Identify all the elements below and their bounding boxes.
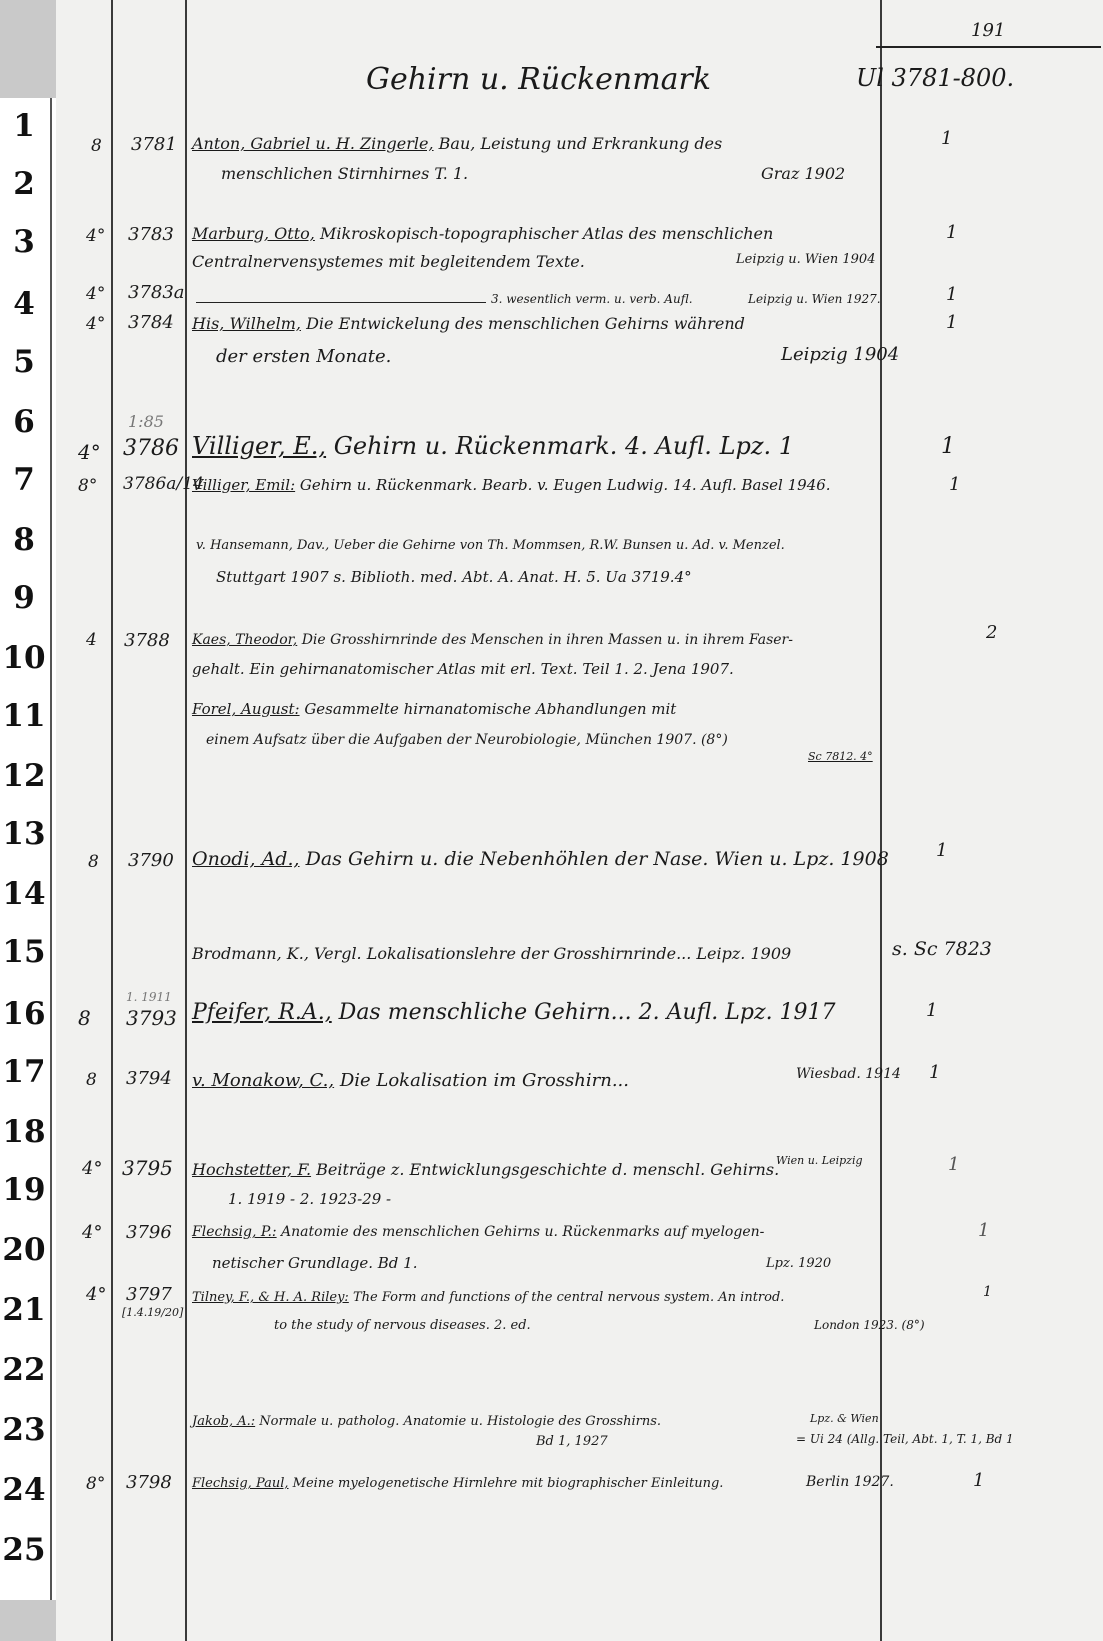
entry-author: Jakob, A.: bbox=[192, 1414, 256, 1429]
entry-place: London 1923. (8°) bbox=[814, 1318, 925, 1332]
entry-text: 3. wesentlich verm. u. verb. Aufl. bbox=[491, 292, 693, 306]
line-number: 2 bbox=[13, 166, 35, 202]
entry-line bbox=[192, 224, 773, 243]
line-number: 13 bbox=[2, 816, 46, 852]
entry-line bbox=[192, 1290, 784, 1305]
entry-count: 1 bbox=[929, 1062, 941, 1083]
entry-format: 4° bbox=[78, 440, 101, 464]
entry-text: Gehirn u. Rückenmark. Bearb. v. Eugen Ludwig. 14. Aufl. Basel 1946. bbox=[295, 476, 831, 494]
entry-number: 3790 bbox=[128, 850, 174, 871]
entry-number: 3783 bbox=[128, 224, 174, 245]
entry-line2: der ersten Monate. bbox=[216, 346, 392, 367]
entry-line2: gehalt. Ein gehirnanatomischer Atlas mit erl. Text. Teil 1. 2. Jena 1907. bbox=[192, 660, 734, 678]
entry-author: Villiger, Emil: bbox=[192, 476, 296, 494]
entry-text: Beiträge z. Entwicklungsgeschichte d. menschl. Gehirns. bbox=[311, 1160, 780, 1179]
entry-text: Die Entwickelung des menschlichen Gehirns während bbox=[301, 314, 745, 333]
entry-text: Die Grosshirnrinde des Menschen in ihren Massen u. in ihrem Faser- bbox=[297, 632, 793, 648]
entry-number: 3793 bbox=[126, 1006, 177, 1030]
entry-place: Lpz. 1920 bbox=[766, 1256, 832, 1271]
column-rule-number bbox=[185, 0, 187, 1641]
entry-line2: to the study of nervous diseases. 2. ed. bbox=[274, 1318, 531, 1333]
entry-number: 3783a bbox=[128, 282, 185, 303]
entry-count: 1 bbox=[926, 1000, 938, 1021]
ledger-page bbox=[56, 0, 1103, 1641]
entry-place: Graz 1902 bbox=[761, 164, 846, 183]
entry-line bbox=[192, 432, 794, 460]
entry-line bbox=[192, 134, 722, 153]
entry-text: Anatomie des menschlichen Gehirns u. Rückenmarks auf myelogen- bbox=[276, 1224, 765, 1240]
entry-line bbox=[192, 1070, 629, 1091]
entry-line bbox=[196, 538, 785, 553]
line-number: 19 bbox=[2, 1172, 46, 1208]
entry-line2: netischer Grundlage. Bd 1. bbox=[212, 1254, 418, 1272]
entry-line bbox=[192, 944, 791, 963]
line-number: 3 bbox=[13, 224, 35, 260]
entry-number: 3788 bbox=[124, 630, 170, 651]
entry-count: 1 bbox=[946, 284, 958, 305]
entry-count: 1 bbox=[948, 1154, 960, 1175]
entry-count: 1 bbox=[936, 840, 948, 861]
entry-place: Leipzig 1904 bbox=[781, 344, 900, 365]
entry-format: 4° bbox=[86, 314, 106, 334]
gutter-bottom-block bbox=[0, 1600, 56, 1641]
entry-line bbox=[192, 1224, 764, 1240]
entry-count: 1 bbox=[973, 1470, 985, 1491]
entry-number: 3796 bbox=[126, 1222, 172, 1243]
entry-count: 1 bbox=[949, 474, 961, 495]
line-number: 20 bbox=[2, 1232, 46, 1268]
entry-text: Meine myelogenetische Hirnlehre mit biographischer Einleitung. bbox=[288, 1476, 724, 1491]
entry-text: Das menschliche Gehirn... 2. Aufl. Lpz. 1917 bbox=[331, 1000, 836, 1025]
entry-line bbox=[192, 1414, 661, 1429]
ditto-rule bbox=[196, 302, 486, 303]
column-rule-count bbox=[880, 0, 882, 1641]
entry-place: Lpz. & Wien bbox=[810, 1412, 879, 1425]
line-number: 18 bbox=[2, 1114, 46, 1150]
entry-number: 3798 bbox=[126, 1472, 172, 1493]
line-number: 16 bbox=[2, 996, 46, 1032]
gutter-top-block bbox=[0, 0, 56, 98]
entry-format: 8° bbox=[78, 476, 98, 496]
entry-number: 3795 bbox=[122, 1156, 173, 1180]
entry-number: 3786a/14 bbox=[123, 474, 204, 494]
line-number: 11 bbox=[2, 698, 46, 734]
gutter-ruler-line bbox=[50, 98, 52, 1600]
entry-text: Vergl. Lokalisationslehre der Grosshirnrinde... Leipz. 1909 bbox=[308, 944, 792, 963]
entry-text: Ueber die Gehirne von Th. Mommsen, R.W. Bunsen u. Ad. v. Menzel. bbox=[329, 538, 785, 553]
entry-line bbox=[192, 314, 745, 333]
entry-line bbox=[192, 476, 831, 494]
entry-shelfmark: s. Sc 7823 bbox=[892, 938, 992, 960]
entry-line2: Centralnervensystemes mit begleitendem Texte. bbox=[192, 252, 585, 271]
entry-text: Das Gehirn u. die Nebenhöhlen der Nase. Wien u. Lpz. 1908 bbox=[299, 848, 889, 870]
entry-format: 8 bbox=[88, 852, 99, 872]
line-number: 6 bbox=[13, 404, 35, 440]
entry-place: Berlin 1927. bbox=[806, 1474, 894, 1490]
entry-author: Flechsig, P.: bbox=[192, 1224, 277, 1240]
line-number: 7 bbox=[13, 462, 35, 498]
entry-author: v. Monakow, C., bbox=[192, 1070, 335, 1091]
entry-format: 4° bbox=[86, 226, 106, 246]
entry-place: Wiesbad. 1914 bbox=[796, 1066, 901, 1082]
line-number: 10 bbox=[2, 640, 46, 676]
entry-format: 8 bbox=[78, 1006, 91, 1030]
entry-author: Hochstetter, F. bbox=[192, 1160, 312, 1179]
column-rule-format bbox=[111, 0, 113, 1641]
entry-format: 4° bbox=[86, 1284, 107, 1305]
entry-line bbox=[192, 1476, 723, 1491]
entry-line2: einem Aufsatz über die Aufgaben der Neurobiologie, München 1907. (8°) bbox=[206, 732, 728, 748]
entry-author: Marburg, Otto, bbox=[192, 224, 315, 243]
shelf-range: Ul 3781-800. bbox=[856, 64, 1015, 92]
entry-number: 3786 bbox=[123, 436, 179, 461]
entry-author: Villiger, E., bbox=[192, 432, 327, 460]
entry-shelfmark: = Ui 24 (Allg. Teil, Abt. 1, T. 1, Bd 1 bbox=[796, 1432, 1014, 1446]
entry-text: Gesammelte hirnanatomische Abhandlungen mit bbox=[299, 700, 677, 718]
entry-text: Gehirn u. Rückenmark. 4. Aufl. Lpz. 1 bbox=[326, 432, 795, 460]
line-number: 9 bbox=[13, 580, 35, 616]
entry-author: Pfeifer, R.A., bbox=[192, 1000, 332, 1025]
entry-text: Normale u. patholog. Anatomie u. Histologie des Grosshirns. bbox=[255, 1414, 661, 1429]
entry-place: Leipzig u. Wien 1904 bbox=[736, 252, 876, 267]
entry-number: 3781 bbox=[131, 134, 177, 155]
entry-author: Flechsig, Paul, bbox=[192, 1476, 289, 1491]
entry-author: Anton, Gabriel u. H. Zingerle, bbox=[192, 134, 434, 153]
entry-count: 1 bbox=[946, 312, 958, 333]
entry-line2: Bd 1, 1927 bbox=[536, 1434, 608, 1449]
line-number: 15 bbox=[2, 934, 46, 970]
entry-text: The Form and functions of the central nervous system. An introd. bbox=[348, 1290, 785, 1305]
entry-text: Mikroskopisch-topographischer Atlas des menschlichen bbox=[314, 224, 774, 243]
header-rule bbox=[876, 46, 1101, 48]
line-number: 21 bbox=[2, 1292, 46, 1328]
entry-number: 3784 bbox=[128, 312, 174, 333]
line-number: 24 bbox=[2, 1472, 46, 1508]
entry-note: 1. 1911 bbox=[126, 990, 172, 1004]
entry-line2: 1. 1919 - 2. 1923-29 - bbox=[228, 1190, 392, 1208]
entry-author: His, Wilhelm, bbox=[192, 314, 301, 333]
line-number: 22 bbox=[2, 1352, 46, 1388]
entry-count: 1 bbox=[941, 128, 953, 149]
entry-number: 3794 bbox=[126, 1068, 172, 1089]
line-number: 5 bbox=[13, 344, 35, 380]
line-number: 14 bbox=[2, 876, 46, 912]
entry-author: v. Hansemann, Dav., bbox=[196, 538, 330, 553]
entry-format: 8 bbox=[86, 1070, 97, 1090]
entry-author: Tilney, F., & H. A. Riley: bbox=[192, 1290, 349, 1305]
entry-line2: menschlichen Stirnhirnes T. 1. bbox=[221, 164, 469, 183]
entry-count: 2 bbox=[986, 622, 998, 643]
entry-line bbox=[192, 700, 676, 718]
entry-format: 4° bbox=[82, 1222, 103, 1243]
entry-shelfmark: Sc 7812. 4° bbox=[808, 750, 873, 763]
line-number: 17 bbox=[2, 1054, 46, 1090]
entry-place: Leipzig u. Wien 1927. bbox=[748, 292, 881, 306]
entry-line bbox=[192, 1160, 779, 1179]
entry-author: Kaes, Theodor, bbox=[192, 632, 298, 648]
entry-place: Wien u. Leipzig bbox=[776, 1154, 863, 1167]
line-number: 23 bbox=[2, 1412, 46, 1448]
entry-format: 8 bbox=[91, 136, 102, 156]
entry-number: 3797 bbox=[126, 1284, 172, 1305]
entry-format: 4 bbox=[86, 630, 97, 650]
entry-author: Forel, August: bbox=[192, 700, 300, 718]
line-number: 1 bbox=[13, 108, 35, 144]
line-number: 8 bbox=[13, 522, 35, 558]
entry-note: 1:85 bbox=[128, 412, 164, 431]
entry-text: Bau, Leistung und Erkrankung des bbox=[433, 134, 723, 153]
entry-format: 4° bbox=[86, 284, 106, 304]
entry-format: 4° bbox=[82, 1158, 103, 1179]
page-number: 191 bbox=[971, 20, 1006, 41]
entry-format: 8° bbox=[86, 1474, 106, 1494]
line-number: 25 bbox=[2, 1532, 46, 1568]
entry-line bbox=[192, 848, 889, 870]
entry-author: Brodmann, K., bbox=[192, 944, 309, 963]
entry-line bbox=[192, 1000, 836, 1025]
entry-count: 1 bbox=[941, 434, 955, 459]
entry-author: Onodi, Ad., bbox=[192, 848, 300, 870]
entry-count: 1 bbox=[946, 222, 958, 243]
entry-line2: Stuttgart 1907 s. Biblioth. med. Abt. A. Anat. H. 5. Ua 3719.4° bbox=[216, 568, 692, 586]
line-number: 12 bbox=[2, 758, 46, 794]
line-number-gutter bbox=[0, 0, 56, 1641]
page-title: Gehirn u. Rückenmark bbox=[366, 62, 712, 97]
entry-count: 1 bbox=[983, 1284, 992, 1300]
line-number: 4 bbox=[13, 286, 35, 322]
entry-count: 1 bbox=[978, 1220, 990, 1241]
entry-line bbox=[192, 632, 793, 648]
entry-text: Die Lokalisation im Grosshirn... bbox=[334, 1070, 629, 1091]
entry-note: [1.4.19/20] bbox=[122, 1306, 184, 1319]
